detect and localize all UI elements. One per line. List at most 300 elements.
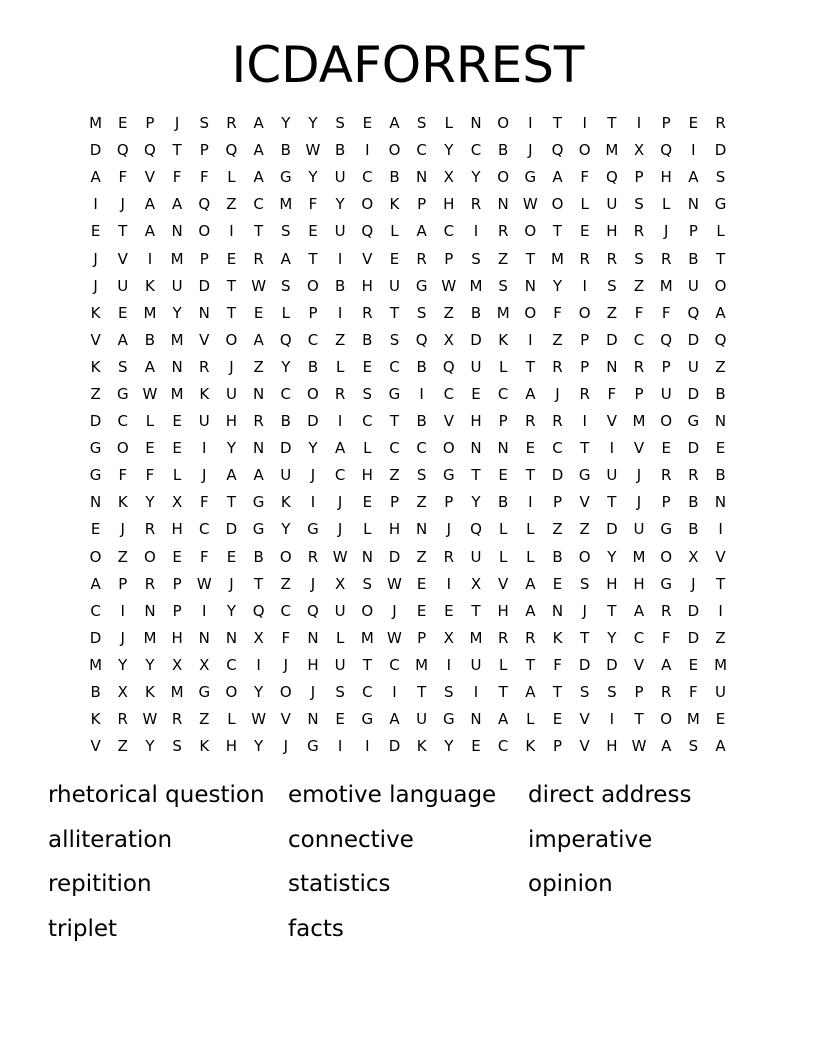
grid-letter: G	[578, 466, 591, 485]
grid-letter: Y	[281, 357, 291, 376]
grid-letter: K	[498, 330, 509, 349]
grid-row	[82, 273, 734, 300]
grid-letter: O	[497, 168, 510, 187]
grid-letter: G	[415, 276, 428, 295]
grid-letter: M	[469, 276, 483, 295]
grid-letter: E	[525, 439, 536, 458]
grid-letter: F	[199, 547, 209, 566]
grid-letter: D	[89, 412, 102, 431]
grid-letter: N	[687, 195, 699, 214]
grid-letter: L	[363, 520, 372, 539]
grid-letter: Y	[335, 195, 345, 214]
grid-letter: I	[609, 710, 615, 729]
grid-letter: J	[120, 520, 125, 539]
grid-letter: E	[362, 114, 373, 133]
grid-letter: Y	[308, 114, 318, 133]
grid-letter: Q	[442, 357, 455, 376]
grid-letter: I	[609, 439, 615, 458]
grid-letter: E	[362, 493, 373, 512]
grid-letter: S	[634, 249, 644, 268]
grid-letter: O	[307, 276, 319, 295]
grid-letter: P	[580, 330, 590, 349]
grid-letter: R	[497, 628, 509, 647]
grid-letter: C	[443, 222, 455, 241]
grid-letter: Q	[144, 141, 156, 160]
grid-letter: J	[337, 493, 343, 512]
grid-letter: U	[334, 168, 346, 187]
grid-letter: J	[446, 520, 452, 539]
grid-letter: G	[198, 683, 211, 702]
grid-letter: V	[117, 249, 128, 268]
grid-letter: E	[471, 384, 481, 403]
grid-letter: E	[579, 222, 590, 241]
grid-letter: Y	[145, 737, 155, 756]
grid-letter: D	[307, 412, 319, 431]
grid-letter: Z	[498, 249, 509, 268]
grid-letter: W	[332, 547, 348, 566]
grid-letter: J	[93, 276, 98, 295]
grid-letter: C	[416, 439, 427, 458]
grid-letter: K	[280, 493, 291, 512]
grid-letter: V	[715, 547, 726, 566]
grid-letter: M	[143, 303, 157, 322]
grid-letter: F	[118, 466, 128, 485]
grid-row	[82, 300, 734, 327]
grid-letter: B	[470, 303, 482, 322]
grid-letter: B	[253, 547, 264, 566]
word-list-item: direct address	[528, 782, 692, 808]
grid-letter: X	[334, 574, 346, 593]
grid-letter: R	[171, 710, 183, 729]
grid-letter: P	[172, 574, 182, 593]
grid-letter: R	[633, 357, 645, 376]
grid-letter: P	[661, 357, 671, 376]
grid-letter: T	[552, 683, 563, 702]
grid-letter: F	[661, 303, 671, 322]
grid-letter: G	[714, 195, 727, 214]
grid-letter: X	[443, 168, 454, 187]
grid-row	[82, 679, 734, 706]
grid-letter: K	[416, 737, 427, 756]
grid-letter: I	[202, 439, 207, 458]
grid-letter: J	[337, 520, 343, 539]
grid-letter: H	[497, 601, 509, 620]
grid-letter: E	[118, 303, 128, 322]
grid-letter: N	[361, 547, 373, 566]
grid-letter: Y	[308, 168, 318, 187]
grid-letter: X	[171, 493, 183, 512]
grid-letter: A	[253, 114, 264, 133]
grid-letter: L	[662, 195, 671, 214]
grid-letter: Z	[416, 547, 427, 566]
grid-letter: S	[199, 114, 210, 133]
grid-letter: F	[118, 168, 128, 187]
grid-letter: N	[470, 114, 482, 133]
grid-letter: S	[607, 276, 617, 295]
grid-letter: Z	[715, 628, 726, 647]
grid-letter: T	[607, 601, 617, 620]
grid-letter: B	[334, 141, 346, 160]
grid-letter: R	[579, 249, 590, 268]
grid-letter: T	[525, 249, 535, 268]
grid-letter: O	[361, 195, 374, 214]
grid-letter: J	[120, 628, 125, 647]
grid-letter: C	[226, 655, 237, 674]
grid-letter: V	[144, 168, 156, 187]
grid-letter: M	[659, 276, 673, 295]
grid-letter: H	[361, 276, 373, 295]
grid-letter: N	[253, 384, 265, 403]
grid-letter: P	[552, 737, 563, 756]
grid-letter: F	[281, 628, 291, 647]
grid-letter: N	[198, 628, 210, 647]
grid-letter: I	[528, 114, 533, 133]
grid-letter: H	[443, 195, 455, 214]
grid-letter: Q	[116, 141, 129, 160]
grid-letter: E	[253, 303, 264, 322]
grid-letter: O	[524, 222, 537, 241]
grid-letter: U	[470, 547, 482, 566]
grid-letter: I	[636, 114, 642, 133]
grid-letter: E	[552, 574, 563, 593]
grid-letter: G	[660, 574, 672, 593]
grid-letter: O	[89, 547, 102, 566]
grid-letter: Z	[117, 547, 128, 566]
grid-letter: U	[687, 276, 699, 295]
grid-letter: I	[392, 683, 397, 702]
grid-letter: T	[715, 574, 726, 593]
grid-letter: A	[117, 330, 128, 349]
grid-letter: P	[199, 249, 209, 268]
grid-letter: H	[633, 574, 645, 593]
grid-letter: O	[116, 439, 129, 458]
grid-letter: U	[334, 222, 346, 241]
grid-letter: T	[471, 466, 481, 485]
grid-row	[82, 489, 734, 516]
grid-letter: A	[280, 249, 291, 268]
grid-letter: K	[145, 683, 155, 702]
grid-letter: A	[90, 574, 101, 593]
grid-letter: A	[226, 466, 237, 485]
grid-letter: I	[582, 114, 587, 133]
grid-letter: V	[362, 249, 373, 268]
grid-letter: Q	[660, 141, 673, 160]
grid-letter: R	[144, 520, 156, 539]
grid-letter: A	[144, 222, 156, 241]
grid-letter: G	[89, 439, 102, 458]
grid-letter: J	[691, 574, 696, 593]
grid-letter: I	[337, 303, 343, 322]
grid-letter: R	[497, 222, 509, 241]
grid-letter: U	[388, 276, 400, 295]
grid-letter: W	[305, 141, 321, 160]
grid-letter: X	[443, 330, 454, 349]
grid-letter: F	[607, 384, 617, 403]
grid-letter: M	[170, 330, 184, 349]
grid-letter: N	[714, 412, 727, 431]
grid-letter: P	[444, 249, 454, 268]
grid-letter: Z	[552, 520, 563, 539]
grid-letter: V	[280, 710, 291, 729]
grid-letter: D	[551, 466, 564, 485]
grid-letter: S	[117, 357, 128, 376]
grid-letter: B	[307, 357, 319, 376]
grid-letter: J	[663, 222, 669, 241]
grid-letter: I	[473, 683, 479, 702]
grid-letter: W	[251, 710, 267, 729]
grid-letter: T	[172, 141, 182, 160]
grid-letter: K	[552, 628, 563, 647]
grid-letter: A	[253, 168, 264, 187]
grid-letter: A	[90, 168, 101, 187]
grid-letter: Q	[279, 330, 292, 349]
grid-letter: C	[117, 412, 128, 431]
grid-row	[82, 652, 734, 679]
grid-letter: C	[497, 737, 509, 756]
grid-letter: Z	[199, 710, 210, 729]
grid-letter: R	[525, 412, 536, 431]
grid-letter: E	[172, 412, 182, 431]
grid-letter: B	[144, 330, 156, 349]
grid-row	[82, 733, 734, 760]
grid-letter: M	[496, 303, 510, 322]
grid-letter: P	[118, 574, 128, 593]
grid-row	[82, 218, 734, 245]
grid-letter: I	[528, 330, 533, 349]
grid-letter: X	[199, 655, 210, 674]
grid-letter: O	[578, 303, 591, 322]
grid-letter: N	[524, 276, 536, 295]
grid-letter: G	[307, 737, 319, 756]
grid-letter: Q	[361, 222, 374, 241]
word-list-item: statistics	[288, 871, 391, 897]
word-list-item: rhetorical question	[48, 782, 265, 808]
grid-row	[82, 245, 734, 272]
grid-letter: E	[416, 601, 427, 620]
grid-letter: Y	[254, 683, 264, 702]
grid-letter: U	[660, 384, 672, 403]
grid-letter: N	[307, 710, 319, 729]
grid-letter: R	[226, 114, 237, 133]
grid-letter: E	[145, 439, 155, 458]
grid-letter: Y	[471, 493, 481, 512]
grid-letter: E	[172, 439, 182, 458]
grid-letter: T	[525, 466, 535, 485]
grid-letter: O	[714, 276, 727, 295]
grid-letter: F	[199, 493, 209, 512]
grid-row	[82, 544, 734, 571]
grid-letter: O	[279, 547, 292, 566]
grid-letter: A	[389, 114, 400, 133]
grid-letter: S	[335, 114, 345, 133]
grid-letter: A	[253, 466, 264, 485]
grid-letter: O	[225, 330, 238, 349]
grid-letter: D	[687, 330, 700, 349]
grid-letter: C	[280, 601, 292, 620]
word-list	[48, 778, 788, 956]
grid-letter: C	[334, 466, 346, 485]
grid-row	[82, 516, 734, 543]
grid-letter: B	[416, 357, 427, 376]
grid-letter: E	[362, 357, 373, 376]
grid-letter: T	[580, 628, 590, 647]
grid-letter: M	[279, 195, 293, 214]
grid-letter: U	[470, 357, 482, 376]
grid-letter: O	[307, 384, 319, 403]
grid-letter: D	[388, 547, 401, 566]
grid-letter: G	[524, 168, 537, 187]
grid-letter: V	[633, 439, 645, 458]
grid-letter: U	[633, 520, 645, 539]
grid-letter: L	[526, 547, 535, 566]
grid-letter: L	[444, 114, 453, 133]
grid-letter: K	[199, 737, 210, 756]
grid-letter: S	[281, 222, 291, 241]
grid-letter: C	[90, 601, 101, 620]
grid-letter: A	[144, 357, 156, 376]
grid-letter: M	[360, 628, 374, 647]
grid-letter: W	[142, 710, 158, 729]
grid-letter: E	[226, 249, 237, 268]
grid-letter: V	[90, 737, 101, 756]
grid-letter: Z	[90, 384, 101, 403]
grid-letter: Y	[607, 547, 617, 566]
grid-letter: N	[198, 303, 210, 322]
grid-letter: C	[362, 168, 373, 187]
grid-letter: B	[362, 330, 373, 349]
grid-letter: G	[687, 412, 700, 431]
grid-letter: E	[172, 547, 182, 566]
grid-letter: A	[253, 141, 264, 160]
grid-letter: B	[280, 141, 291, 160]
grid-letter: C	[497, 384, 509, 403]
grid-letter: V	[498, 574, 509, 593]
grid-letter: S	[362, 384, 373, 403]
grid-letter: P	[444, 493, 454, 512]
grid-letter: K	[90, 710, 101, 729]
grid-letter: R	[660, 466, 672, 485]
grid-letter: J	[229, 357, 234, 376]
grid-letter: M	[89, 114, 103, 133]
grid-letter: B	[334, 276, 346, 295]
grid-letter: P	[172, 601, 182, 620]
grid-letter: B	[90, 683, 101, 702]
grid-letter: A	[525, 683, 536, 702]
grid-letter: T	[552, 222, 563, 241]
grid-row	[82, 706, 734, 733]
grid-letter: A	[171, 195, 183, 214]
grid-letter: N	[497, 195, 509, 214]
grid-letter: S	[335, 683, 345, 702]
grid-letter: O	[225, 683, 238, 702]
grid-letter: R	[362, 303, 373, 322]
grid-letter: Y	[552, 276, 563, 295]
grid-letter: L	[145, 412, 155, 431]
word-list-item: imperative	[528, 826, 653, 853]
grid-letter: J	[283, 655, 288, 674]
grid-letter: W	[522, 195, 538, 214]
grid-letter: E	[90, 222, 101, 241]
grid-letter: N	[497, 439, 509, 458]
grid-letter: Z	[633, 276, 645, 295]
grid-letter: O	[578, 547, 591, 566]
grid-letter: H	[606, 574, 618, 593]
grid-letter: Z	[443, 303, 454, 322]
grid-letter: R	[552, 357, 563, 376]
grid-letter: C	[389, 655, 400, 674]
grid-letter: U	[416, 710, 428, 729]
grid-letter: M	[714, 655, 728, 674]
grid-letter: D	[388, 737, 401, 756]
grid-letter: Z	[715, 357, 726, 376]
grid-letter: J	[636, 493, 642, 512]
grid-letter: I	[528, 493, 533, 512]
grid-letter: A	[715, 303, 726, 322]
grid-letter: I	[337, 249, 343, 268]
grid-letter: B	[688, 249, 699, 268]
grid-letter: D	[606, 655, 618, 674]
grid-letter: A	[688, 168, 699, 187]
grid-letter: S	[416, 303, 427, 322]
grid-letter: A	[253, 330, 264, 349]
grid-letter: R	[117, 710, 128, 729]
grid-letter: G	[443, 466, 455, 485]
grid-letter: K	[199, 384, 210, 403]
letter-grid	[82, 110, 734, 760]
grid-letter: T	[607, 114, 617, 133]
grid-letter: B	[498, 141, 509, 160]
grid-letter: I	[582, 412, 587, 431]
grid-letter: L	[498, 357, 508, 376]
grid-letter: E	[552, 710, 563, 729]
grid-row	[82, 110, 734, 137]
grid-letter: G	[252, 520, 265, 539]
word-list-item: repitition	[48, 871, 152, 897]
grid-letter: M	[170, 683, 184, 702]
grid-letter: P	[634, 384, 644, 403]
grid-letter: U	[606, 195, 618, 214]
grid-letter: Y	[145, 493, 155, 512]
grid-letter: N	[307, 628, 319, 647]
grid-letter: Z	[280, 574, 291, 593]
grid-letter: I	[120, 601, 125, 620]
grid-letter: D	[225, 520, 238, 539]
grid-letter: A	[661, 737, 672, 756]
grid-letter: F	[580, 168, 589, 187]
grid-letter: I	[582, 276, 587, 295]
grid-letter: L	[335, 357, 345, 376]
grid-letter: V	[606, 412, 617, 431]
grid-letter: E	[90, 520, 101, 539]
grid-letter: S	[688, 737, 699, 756]
grid-letter: G	[388, 384, 401, 403]
grid-letter: Q	[252, 601, 265, 620]
grid-letter: G	[89, 466, 102, 485]
grid-letter: C	[416, 141, 427, 160]
grid-letter: O	[578, 141, 591, 160]
grid-letter: G	[279, 168, 292, 187]
grid-letter: Z	[334, 330, 346, 349]
grid-letter: A	[552, 168, 563, 187]
grid-letter: H	[606, 222, 618, 241]
grid-letter: Q	[470, 520, 482, 539]
grid-letter: O	[497, 114, 510, 133]
grid-letter: D	[89, 628, 102, 647]
grid-letter: U	[171, 276, 183, 295]
grid-letter: M	[170, 384, 184, 403]
grid-letter: R	[470, 195, 482, 214]
grid-letter: L	[335, 628, 345, 647]
